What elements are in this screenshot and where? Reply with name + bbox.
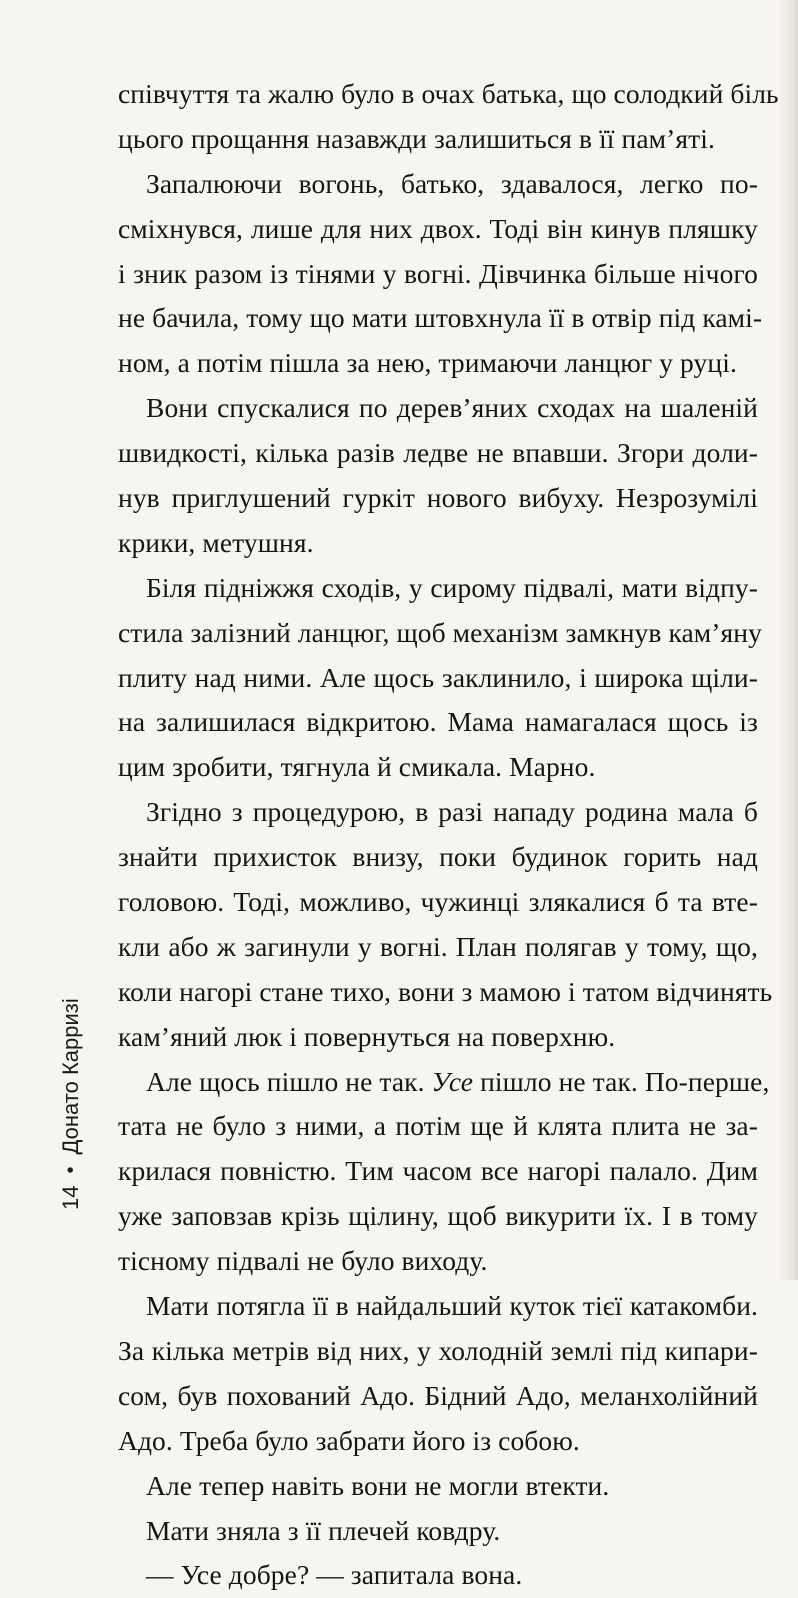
text-line: на залишилася відкритою. Мама намагалася щось із (118, 706, 758, 738)
text-line: Але щось пішло не так. Усе пішло не так. По-перше, (146, 1065, 770, 1097)
emphasis: Усе (431, 1065, 474, 1097)
text-line: сом, був похований Адо. Бідний Адо, меланхолійний (118, 1379, 758, 1411)
text-line: Запалюючи вогонь, батько, здавалося, легко по- (146, 167, 758, 199)
text-line: цього прощання назавжди залишиться в її пам’яті. (118, 122, 715, 154)
text-line: крилася повністю. Тим часом все нагорі палало. Дим (118, 1155, 758, 1187)
text-line: — Усе добре? — запитала вона. (146, 1559, 523, 1591)
text-line: Адо. Треба було забрати його із собою. (118, 1424, 580, 1456)
text-line: коли нагорі стане тихо, вони з мамою і татом відчинять (118, 975, 773, 1007)
text-line: Але тепер навіть вони не могли втекти. (146, 1469, 610, 1501)
text-line: Мати потягла її в найдальший куток тієї катакомби. (146, 1290, 758, 1322)
text-line: сміхнувся, лише для них двох. Тоді він кинув пляшку (118, 212, 758, 244)
running-footer (58, 998, 84, 1210)
text-line: тата не було з ними, а потім ще й клята плита не за- (118, 1110, 758, 1142)
body-text (118, 72, 779, 1598)
page-number: 14 (58, 1185, 83, 1210)
text-line: тісному підвалі не було виходу. (118, 1245, 488, 1277)
text-line: плиту над ними. Але щось заклинило, і широка щіли- (118, 661, 758, 693)
page-edge (780, 0, 798, 1280)
text-line: стила залізний ланцюг, щоб механізм замкнув кам’яну (118, 616, 762, 648)
text-line: уже заповзав крізь щілину, щоб викурити їх. І в тому (118, 1200, 758, 1232)
text-line: крики, метушня. (118, 526, 314, 558)
text-line: кам’яний люк і повернуться на поверхню. (118, 1020, 616, 1052)
text-line: цим зробити, тягнула й смикала. Марно. (118, 751, 596, 783)
author-name: Донато Карризі (58, 998, 83, 1155)
text-line: ном, а потім пішла за нею, тримаючи ланцюг у руці. (118, 347, 737, 379)
text-line: і зник разом із тінями у вогні. Дівчинка більше нічого (118, 257, 758, 289)
text-line: За кілька метрів від них, у холодній землі під кипари- (118, 1334, 758, 1366)
text-line: Біля підніжжя сходів, у сирому підвалі, мати відпу- (146, 571, 758, 603)
separator-dot: • (59, 1166, 82, 1174)
text-line: не бачила, тому що мати штовхнула її в отвір під камі- (118, 302, 763, 334)
text-line: швидкості, кілька разів ледве не впавши. Згори доли- (118, 437, 758, 469)
text-line: знайти прихисток внизу, поки будинок горить над (118, 841, 758, 873)
text-line: кли або ж загинули у вогні. План полягав у тому, що, (118, 930, 758, 962)
text-line: Згідно з процедурою, в разі нападу родина мала б (146, 796, 758, 828)
text-line: Вони спускалися по дерев’яних сходах на шаленій (146, 392, 758, 424)
text-line: Мати зняла з її плечей ковдру. (146, 1514, 501, 1546)
text-line: співчуття та жалю було в очах батька, що солодкий біль (118, 78, 779, 109)
text-line: нув приглушений гуркіт нового вибуху. Незрозумілі (118, 482, 758, 514)
text-line: головою. Тоді, можливо, чужинці злякалися б та вте- (118, 886, 758, 918)
